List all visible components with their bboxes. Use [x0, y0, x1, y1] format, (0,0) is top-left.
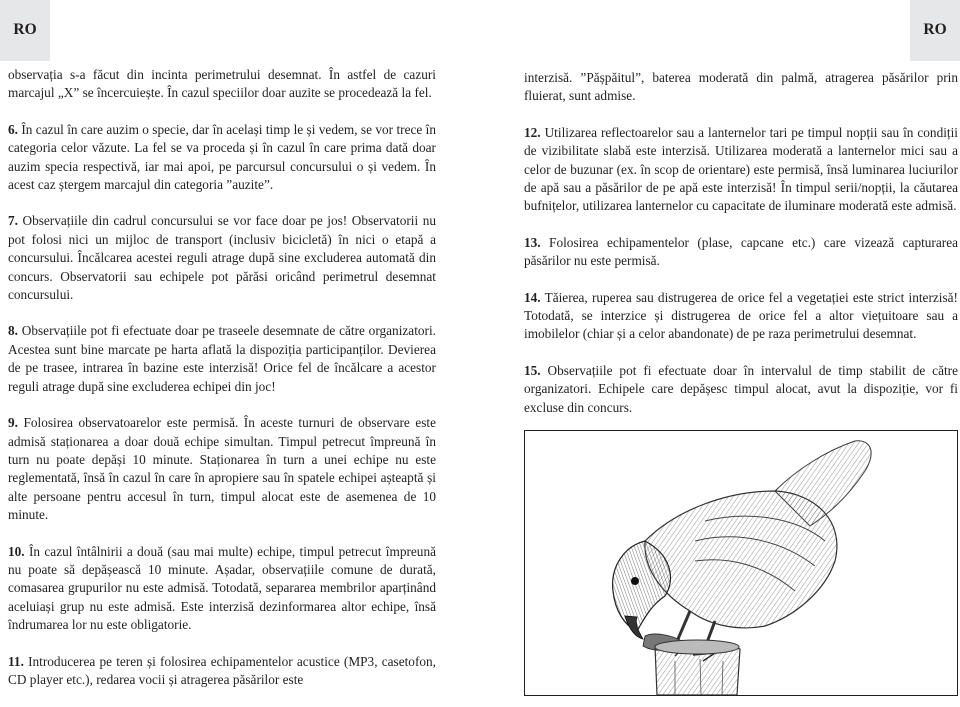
- left-column: [8, 66, 436, 707]
- rule-number: 7.: [8, 213, 18, 229]
- language-tab-left: [0, 0, 50, 61]
- rule-number: 9.: [8, 415, 18, 431]
- language-tab-right: [910, 0, 960, 61]
- rule-11: [8, 653, 436, 690]
- rule-number: 10.: [8, 543, 25, 559]
- rule-8: [8, 322, 436, 396]
- rule-text: Observațiile din cadrul concursului se vor face doar pe jos! Observatorii nu pot folosi nici un mijloc de transport (inclusiv bicicletă) în nici o etapă a concursului. Încălcarea acestei reguli atrage după sine excluderea automată din concurs. Observatorii sau echipele pot părăsi oricând perimetrul desemnat concursului.: [8, 213, 436, 303]
- rule-6: [8, 121, 436, 195]
- rule-14: [524, 289, 958, 344]
- rule-15: [524, 362, 958, 417]
- rule-text: Folosirea observatoarelor este permisă. În aceste turnuri de observare este admisă staționarea a doar două echipe simultan. Timpul petrecut împreună în turn nu poate depăși 10 minute. Staționarea în turn a unei echipe nu este reglementată, însă în cazul în care în apropiere sau în spatele echipei așteaptă și alte persoane pentru accesul în turn, timpul alocat este de asemenea de 10 minute.: [8, 415, 436, 523]
- rule-number: 12.: [524, 124, 541, 140]
- rule-10: [8, 543, 436, 635]
- bird-drawing-svg: [525, 431, 957, 695]
- rule-text: Introducerea pe teren și folosirea echipamentelor acustice (MP3, casetofon, CD player etc.), redarea vocii și atragerea păsărilor este: [8, 653, 436, 687]
- rule-text: Tăierea, ruperea sau distrugerea de orice fel a vegetației este strict interzisă! Totodată, se interzice și distrugerea de orice fel a altor viețuitoare sau a imobilelor (chiar și a celor abandonate) de pe raza perimetrului desemnat.: [524, 289, 958, 342]
- paragraph-continued: interzisă. ”Pășpăitul”, baterea moderată din palmă, atragerea păsărilor prin fluierat, sunt admise.: [524, 70, 958, 104]
- bird-illustration: [524, 430, 958, 696]
- rule-text: Observațiile pot fi efectuate doar în intervalul de timp stabilit de către organizatori. Echipele care depășesc timpul alocat, avut la dispoziție, vor fi excluse din concurs.: [524, 362, 958, 415]
- rule-number: 8.: [8, 323, 18, 339]
- language-label: RO: [923, 21, 947, 39]
- rule-text: Observațiile pot fi efectuate doar pe traseele desemnate de către organizatori. Acestea sunt bine marcate pe harta aflată la dispoziția participanților. Devierea de pe trasee, intrarea în bazine este interzisă! Orice fel de încălcare a acestor reguli atrage după sine excluderea echipei din joc!: [8, 323, 436, 394]
- rule-number: 6.: [8, 121, 18, 137]
- rule-7: [8, 212, 436, 304]
- bird-head: [613, 541, 671, 631]
- rule-text: Utilizarea reflectoarelor sau a lanternelor tari pe timpul nopții sau în condiții de vizibilitate slabă este interzisă. Utilizarea moderată a lanternelor mici sau a celor de buzunar (ex. în scop de orientare) este permisă, însă luminarea luciurilor de apă sau a păsărilor de pe apă este interzisă! În timpul serii/nopții, la căutarea bufnițelor, utilizarea lanternelor cu capacitate de iluminare moderată este admisă.: [524, 124, 958, 214]
- paragraph-continued: observația s-a făcut din incinta perimetrului desemnat. În astfel de cazuri marcajul „X” se încercuiește. În cazul speciilor doar auzite se procedează la fel.: [8, 67, 436, 101]
- bird-body: [645, 491, 837, 628]
- rule-number: 13.: [524, 234, 541, 250]
- rule-13: [524, 234, 958, 271]
- rule-number: 14.: [524, 289, 541, 305]
- rule-text: Folosirea echipamentelor (plase, capcane etc.) care vizează capturarea păsărilor nu este permisă.: [524, 234, 958, 269]
- rule-text: În cazul întâlnirii a două (sau mai multe) echipe, timpul petrecut împreună nu poate să depășească 10 minute. Așadar, observațiile comune de durată, comasarea grupurilor nu este admisă. Totodată, separarea membrilor aparținând aceluiași grup nu este admisă. Este interzisă dezinformarea altor echipe, însă îndrumarea lor nu este obligatorie.: [8, 543, 436, 633]
- rule-number: 15.: [524, 362, 541, 378]
- language-label: RO: [13, 21, 37, 39]
- rule-number: 11.: [8, 653, 24, 669]
- right-column: [524, 69, 958, 435]
- rule-text: În cazul în care auzim o specie, dar în același timp le și vedem, se vor trece în categoria celor văzute. La fel se va proceda și în cazul în care prima dată doar auzim specia respectivă, iar mai apoi, pe parcursul concursului o și vedem. În acest caz ștergem marcajul din categoria ”auzite”.: [8, 121, 436, 193]
- rule-9: [8, 414, 436, 524]
- rule-12: [524, 124, 958, 216]
